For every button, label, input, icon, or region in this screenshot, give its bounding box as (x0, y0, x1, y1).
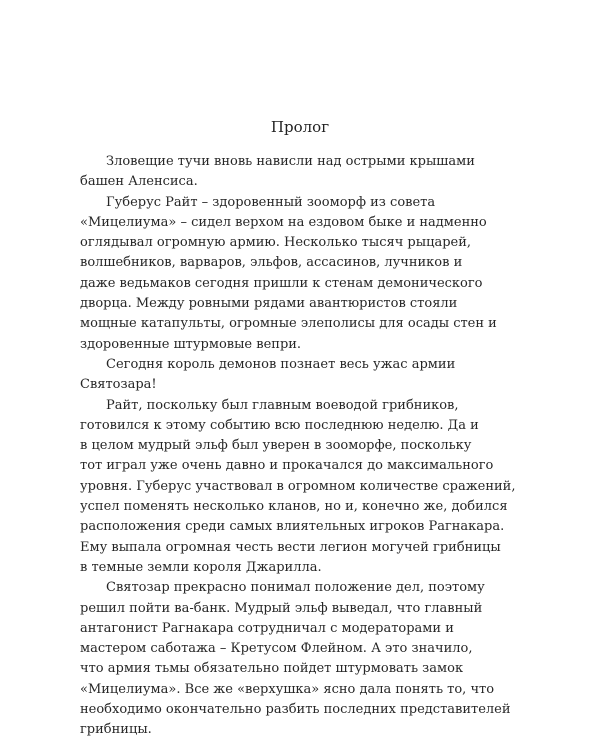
text-line: Губерус Райт – здоровенный зооморф из совета (106, 194, 436, 210)
text-line: что армия тьмы обязательно пойдет штурмовать замок (80, 661, 464, 677)
text-line: грибницы. (80, 722, 152, 738)
text-line: готовился к этому событию всю последнюю неделю. Да и (80, 417, 479, 433)
text-line: дворца. Между ровными рядами авантюристов стояли (80, 296, 458, 312)
text-line: Райт, поскольку был главным воеводой грибников, (106, 397, 459, 413)
text-line: в темные земли короля Джарилла. (80, 559, 322, 575)
paragraph (80, 193, 516, 355)
text-line: уровня. Губерус участвовал в огромном количестве сражений, (80, 478, 516, 494)
text-line: Сегодня король демонов познает весь ужас армии (106, 356, 456, 372)
text-line: необходимо окончательно разбить последних представителей (80, 702, 511, 718)
paragraph (80, 396, 516, 579)
text-line: даже ведьмаков сегодня пришли к стенам демонического (80, 275, 483, 291)
chapter-text (80, 152, 516, 741)
text-line: мастером саботажа – Кретусом Флейном. А это значило, (80, 641, 473, 657)
text-line: здоровенные штурмовые вепри. (80, 336, 302, 352)
chapter-heading: Пролог (270, 118, 330, 136)
text-line: оглядывал огромную армию. Несколько тысяч рыцарей, (80, 235, 472, 251)
text-line: Зловещие тучи вновь нависли над острыми крышами (106, 154, 475, 169)
paragraph (80, 355, 516, 396)
text-line: решил пойти ва-банк. Мудрый эльф выведал, что главный (80, 600, 483, 616)
text-line: Святозара! (80, 377, 157, 393)
text-line: антагонист Рагнакара сотрудничал с модераторами и (80, 620, 454, 636)
paragraph (80, 152, 516, 193)
text-line: Святозар прекрасно понимал положение дел, поэтому (106, 580, 485, 596)
text-line: в целом мудрый эльф был уверен в зооморфе, поскольку (80, 438, 472, 454)
text-line: волшебников, варваров, эльфов, ассасинов, лучников и (80, 255, 463, 271)
text-line: Ему выпала огромная честь вести легион могучей грибницы (80, 539, 501, 555)
text-line: расположения среди самых влиятельных игроков Рагнакара. (80, 519, 505, 535)
text-line: мощные катапульты, огромные элеполисы для осады стен и (80, 316, 497, 332)
text-line: успел поменять несколько кланов, но и, конечно же, добился (80, 499, 508, 515)
text-line: «Мицелиума» – сидел верхом на ездовом быке и надменно (80, 214, 487, 230)
text-line: тот играл уже очень давно и прокачался до максимального (80, 458, 494, 474)
text-line: башен Аленсиса. (80, 174, 198, 190)
text-line: «Мицелиума». Все же «верхушка» ясно дала понять то, что (80, 681, 495, 697)
paragraph (80, 578, 516, 740)
